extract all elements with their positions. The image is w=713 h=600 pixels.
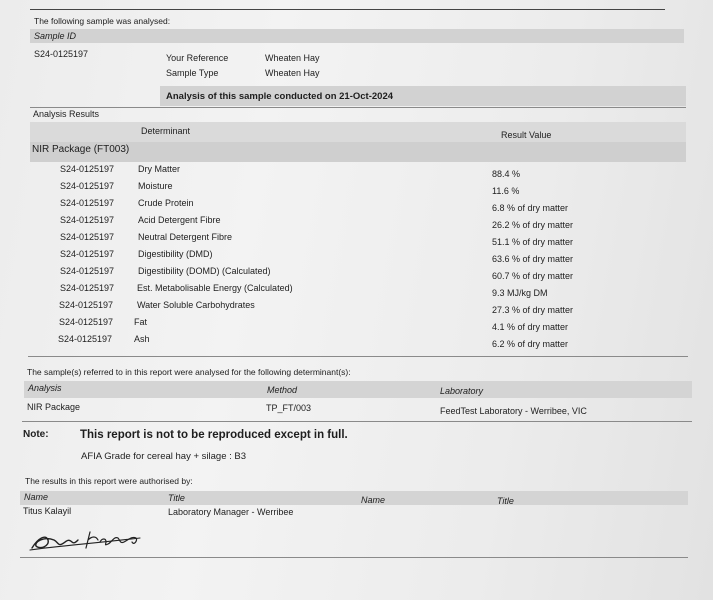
method-col-header: Method bbox=[267, 385, 298, 395]
row-sample-id: S24-0125197 bbox=[60, 164, 115, 174]
row-sample-id: S24-0125197 bbox=[60, 215, 115, 225]
laboratory-col-header: Laboratory bbox=[440, 386, 484, 396]
row-determinant: Fat bbox=[134, 317, 148, 327]
rule-methods bbox=[22, 421, 692, 422]
sample-type-label: Sample Type bbox=[166, 68, 219, 78]
methods-intro: The sample(s) referred to in this report were analysed for the following determinant(s): bbox=[27, 367, 351, 377]
determinant-header-band bbox=[30, 122, 686, 142]
row-result: 27.3 % of dry matter bbox=[492, 305, 574, 315]
row-sample-id: S24-0125197 bbox=[58, 334, 113, 344]
auth-intro: The results in this report were authorised by: bbox=[25, 476, 193, 486]
analysis-results-title: Analysis Results bbox=[33, 109, 100, 119]
rule-analysis bbox=[30, 107, 686, 108]
row-sample-id: S24-0125197 bbox=[60, 249, 115, 259]
row-sample-id: S24-0125197 bbox=[60, 198, 115, 208]
method-code-value: TP_FT/003 bbox=[266, 403, 312, 413]
authoriser-name: Titus Kalayil bbox=[23, 506, 72, 516]
row-determinant: Acid Detergent Fibre bbox=[138, 215, 221, 225]
rule-after-results bbox=[28, 356, 688, 357]
analysis-col-header: Analysis bbox=[28, 383, 62, 393]
row-sample-id: S24-0125197 bbox=[59, 317, 114, 327]
row-result: 4.1 % of dry matter bbox=[492, 322, 569, 332]
row-sample-id: S24-0125197 bbox=[60, 232, 115, 242]
auth-title-header-2: Title bbox=[497, 496, 514, 506]
row-result: 6.8 % of dry matter bbox=[492, 203, 569, 213]
auth-header-band bbox=[20, 491, 688, 505]
row-determinant: Crude Protein bbox=[138, 198, 194, 208]
intro-text: The following sample was analysed: bbox=[34, 16, 171, 26]
note-label: Note: bbox=[23, 429, 49, 440]
sample-type-value: Wheaten Hay bbox=[265, 68, 320, 78]
laboratory-value: FeedTest Laboratory - Werribee, VIC bbox=[440, 406, 587, 416]
auth-name-header: Name bbox=[24, 492, 49, 502]
nir-package-title: NIR Package (FT003) bbox=[32, 144, 130, 155]
row-result: 6.2 % of dry matter bbox=[492, 339, 569, 349]
note-text: This report is not to be reproduced except in full. bbox=[80, 429, 348, 441]
row-result: 63.6 % of dry matter bbox=[492, 254, 574, 264]
row-sample-id: S24-0125197 bbox=[59, 300, 114, 310]
row-sample-id: S24-0125197 bbox=[60, 181, 115, 191]
analysis-conducted-text: Analysis of this sample conducted on 21-Oct-2024 bbox=[166, 91, 394, 102]
row-determinant: Moisture bbox=[138, 181, 173, 191]
row-determinant: Dry Matter bbox=[138, 164, 181, 174]
sample-id-header: Sample ID bbox=[34, 31, 77, 41]
row-determinant: Digestibility (DMD) bbox=[138, 249, 213, 259]
authoriser-title: Laboratory Manager - Werribee bbox=[168, 507, 294, 517]
your-reference-label: Your Reference bbox=[166, 53, 229, 63]
row-result: 88.4 % bbox=[492, 169, 521, 179]
your-reference-value: Wheaten Hay bbox=[265, 53, 320, 63]
row-result: 26.2 % of dry matter bbox=[492, 220, 574, 230]
row-determinant: Digestibility (DOMD) (Calculated) bbox=[138, 266, 271, 276]
row-result: 51.1 % of dry matter bbox=[492, 237, 574, 247]
row-sample-id: S24-0125197 bbox=[60, 266, 115, 276]
top-rule bbox=[30, 9, 665, 10]
row-determinant: Est. Metabolisable Energy (Calculated) bbox=[137, 283, 293, 293]
row-determinant: Ash bbox=[134, 334, 150, 344]
method-analysis-value: NIR Package bbox=[27, 402, 81, 412]
determinant-header: Determinant bbox=[141, 126, 191, 136]
row-result: 11.6 % bbox=[492, 186, 520, 196]
bottom-rule bbox=[20, 557, 688, 558]
result-value-header: Result Value bbox=[501, 130, 552, 140]
signature-image bbox=[28, 520, 168, 556]
row-result: 60.7 % of dry matter bbox=[492, 271, 574, 281]
sample-id-value: S24-0125197 bbox=[34, 49, 89, 59]
row-result: 9.3 MJ/kg DM bbox=[492, 288, 548, 298]
afia-grade: AFIA Grade for cereal hay + silage : B3 bbox=[81, 451, 247, 462]
methods-header-band bbox=[24, 381, 692, 398]
row-determinant: Neutral Detergent Fibre bbox=[138, 232, 233, 242]
auth-title-header: Title bbox=[168, 493, 185, 503]
sample-id-band bbox=[30, 29, 684, 43]
row-sample-id: S24-0125197 bbox=[60, 283, 115, 293]
row-determinant: Water Soluble Carbohydrates bbox=[137, 300, 255, 310]
auth-name-header-2: Name bbox=[361, 495, 386, 505]
